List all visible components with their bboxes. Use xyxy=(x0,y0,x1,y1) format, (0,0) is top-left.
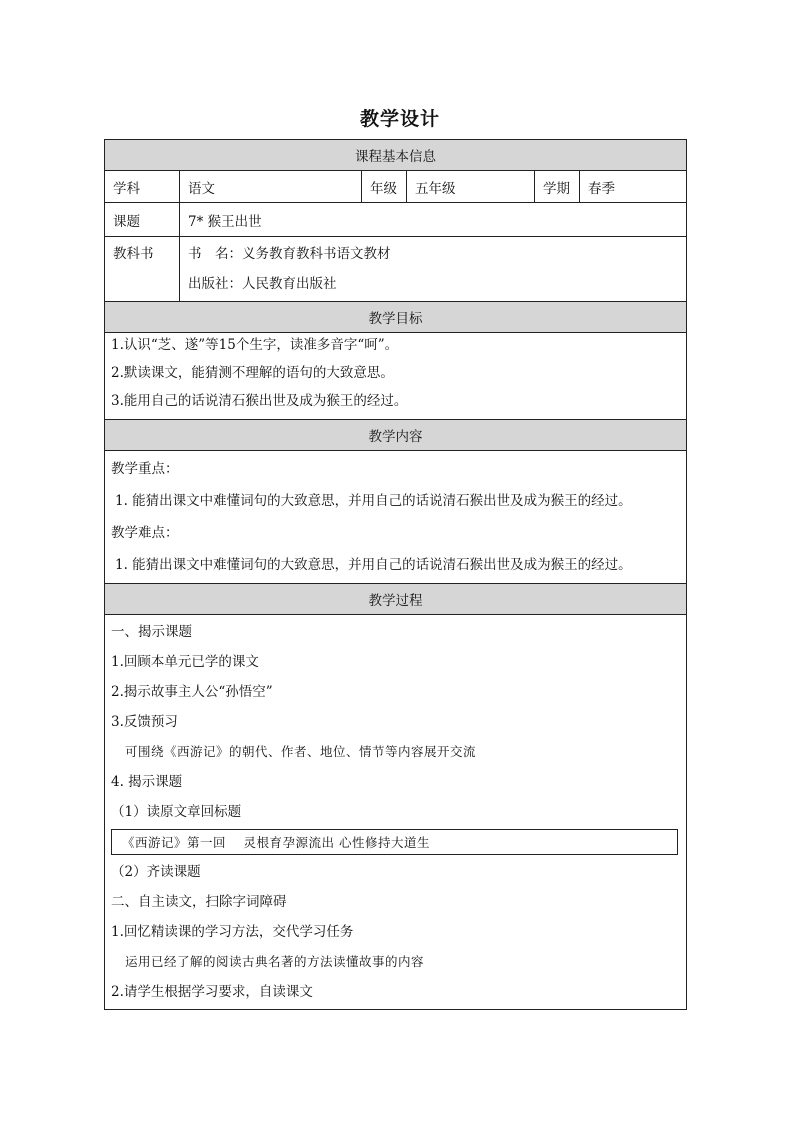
section-1-title: 一、揭示课题 xyxy=(111,624,192,640)
process-header: 教学过程 xyxy=(105,584,687,615)
lesson-label: 课题 xyxy=(105,203,180,237)
step-item: 2.揭示故事主人公“孙悟空” xyxy=(111,684,273,700)
textbook-name: 书 名：义务教育教科书语文教材 xyxy=(188,246,391,262)
document-title: 教学设计 xyxy=(359,108,440,130)
difficult-points-label: 教学难点： xyxy=(111,525,179,541)
chapter-title-box-row xyxy=(111,827,678,857)
objectives-body-row xyxy=(105,333,687,420)
step-item: 3.反馈预习 xyxy=(111,714,178,730)
key-points-label: 教学重点： xyxy=(111,461,179,477)
textbook-label: 教科书 xyxy=(113,246,154,262)
key-point-item: 1. 能猜出课文中难懂词句的大致意思，并用自己的话说清石猴出世及成为猴王的经过。 xyxy=(115,493,632,509)
content-header: 教学内容 xyxy=(105,420,687,451)
difficult-point-item: 1. 能猜出课文中难懂词句的大致意思，并用自己的话说清石猴出世及成为猴王的经过。 xyxy=(115,557,632,573)
term-value: 春季 xyxy=(580,171,687,203)
step-item: 4. 揭示课题 xyxy=(111,774,183,790)
sub-step-item: （1）读原文章回标题 xyxy=(111,804,242,820)
section-2-title: 二、自主读文，扫除字词障碍 xyxy=(111,894,287,910)
step-item: 1.回忆精读课的学习方法，交代学习任务 xyxy=(111,924,354,940)
lesson-value: 7* 猴王出世 xyxy=(180,203,687,237)
chapter-title-box: 《西游记》第一回 灵根育孕源流出 心性修持大道生 xyxy=(111,829,678,855)
process-header-row xyxy=(105,584,687,615)
lesson-plan-table xyxy=(104,139,687,1010)
lesson-row xyxy=(105,203,687,237)
sub-step-item: （2）齐读课题 xyxy=(111,864,201,880)
content-header-row xyxy=(105,420,687,451)
step-item: 2.请学生根据学习要求，自读课文 xyxy=(111,984,313,1000)
subject-label: 学科 xyxy=(105,171,180,203)
objectives-header-row xyxy=(105,302,687,333)
objectives-header: 教学目标 xyxy=(105,302,687,333)
textbook-publisher: 出版社：人民教育出版社 xyxy=(188,276,337,292)
content-body-row xyxy=(105,451,687,584)
term-label: 学期 xyxy=(535,171,580,203)
process-body-row xyxy=(105,615,687,1010)
textbook-row xyxy=(105,237,687,302)
grade-value: 五年级 xyxy=(407,171,535,203)
subject-row xyxy=(105,171,687,203)
basic-info-header-row xyxy=(105,140,687,171)
objective-item: 1.认识“芝、遂”等15个生字，读准多音字“呵”。 xyxy=(111,337,399,353)
step-note: 可围绕《西游记》的朝代、作者、地位、情节等内容展开交流 xyxy=(125,744,477,759)
step-note: 运用已经了解的阅读古典名著的方法读懂故事的内容 xyxy=(125,954,425,969)
objective-item: 3.能用自己的话说清石猴出世及成为猴王的经过。 xyxy=(111,393,408,409)
grade-label: 年级 xyxy=(362,171,407,203)
subject-value: 语文 xyxy=(180,171,362,203)
basic-info-header: 课程基本信息 xyxy=(105,140,687,171)
step-item: 1.回顾本单元已学的课文 xyxy=(111,654,259,670)
objective-item: 2.默读课文，能猜测不理解的语句的大致意思。 xyxy=(111,365,394,381)
